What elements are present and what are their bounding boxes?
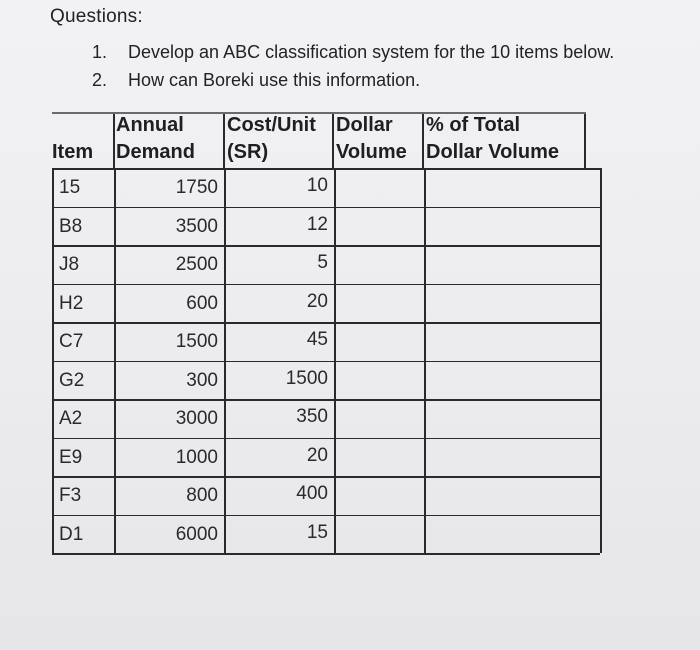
- table-cell-cost: 1500: [285, 367, 328, 389]
- question-item: [92, 66, 614, 94]
- table-row-line: [52, 207, 600, 209]
- table-cell-cost: 400: [296, 483, 328, 504]
- table-cell-demand: 2500: [175, 254, 218, 275]
- table-cell-cost: 12: [306, 213, 328, 235]
- table-header: [52, 112, 588, 168]
- table-cell-item: D1: [59, 523, 84, 545]
- table-row-line: [52, 284, 600, 286]
- table-row-line: [52, 515, 600, 517]
- header-divider: [223, 112, 225, 168]
- table-column-line: [600, 168, 602, 553]
- question-text: Develop an ABC classification system for the 10 items below.: [128, 42, 615, 62]
- header-divider: [422, 112, 424, 168]
- questions-title: Questions:: [50, 6, 143, 27]
- table-row-line: [52, 399, 600, 401]
- table-row-line: [52, 476, 600, 478]
- table-column-line: [424, 168, 426, 553]
- header-item: Item: [52, 141, 94, 163]
- table-cell-item: B8: [59, 215, 83, 237]
- table-cell-demand: 1000: [175, 446, 218, 468]
- table-cell-demand: 3000: [175, 408, 218, 429]
- table-cell-cost: 5: [317, 252, 328, 273]
- header-cost-line1: Cost/Unit: [227, 114, 316, 136]
- table-cell-item: H2: [59, 292, 84, 314]
- question-text: How can Boreki use this information.: [128, 70, 421, 90]
- table-cell-cost: 15: [306, 521, 328, 543]
- table-cell-demand: 3500: [175, 215, 218, 237]
- table-column-line: [334, 168, 336, 553]
- question-number: 1.: [92, 42, 108, 62]
- table-cell-demand: 1750: [175, 177, 218, 198]
- table-cell-item: J8: [59, 254, 80, 275]
- question-number: 2.: [92, 70, 108, 90]
- table-cell-demand: 800: [186, 485, 218, 506]
- table-cell-demand: 600: [186, 292, 218, 314]
- header-annual-line2: Demand: [116, 141, 195, 163]
- header-pct-line2: Dollar Volume: [426, 141, 559, 163]
- questions-list: [92, 38, 614, 94]
- question-item: [92, 38, 614, 66]
- header-cost-line2: (SR): [227, 141, 269, 163]
- table-row-line: [52, 438, 600, 440]
- header-pct-line1: % of Total: [426, 114, 521, 136]
- header-dollar-line2: Volume: [336, 141, 407, 163]
- header-dollar-line1: Dollar: [336, 114, 393, 136]
- table-cell-demand: 1500: [175, 331, 218, 352]
- header-annual-line1: Annual: [116, 114, 184, 136]
- table-column-line: [52, 168, 54, 553]
- header-divider: [332, 112, 334, 168]
- table-cell-cost: 20: [306, 290, 328, 312]
- table-cell-cost: 20: [306, 444, 328, 466]
- table-cell-item: F3: [59, 485, 82, 506]
- table-cell-item: C7: [59, 331, 84, 352]
- table-cell-item: 15: [59, 177, 81, 198]
- table-row-line: [52, 553, 600, 555]
- header-top-line: [52, 112, 586, 114]
- table-cell-demand: 6000: [175, 523, 218, 545]
- table-cell-cost: 10: [306, 175, 328, 196]
- table-row-line: [52, 361, 600, 363]
- header-divider: [584, 112, 586, 168]
- table-row-line: [52, 168, 600, 170]
- table-cell-item: A2: [59, 408, 83, 429]
- header-divider: [113, 112, 115, 168]
- table-cell-demand: 300: [186, 369, 218, 391]
- table-cell-item: E9: [59, 446, 83, 468]
- table-row-line: [52, 322, 600, 324]
- abc-table: [52, 168, 600, 573]
- table-cell-cost: 45: [306, 329, 328, 350]
- table-row-line: [52, 245, 600, 247]
- table-cell-item: G2: [59, 369, 85, 391]
- table-cell-cost: 350: [296, 406, 328, 427]
